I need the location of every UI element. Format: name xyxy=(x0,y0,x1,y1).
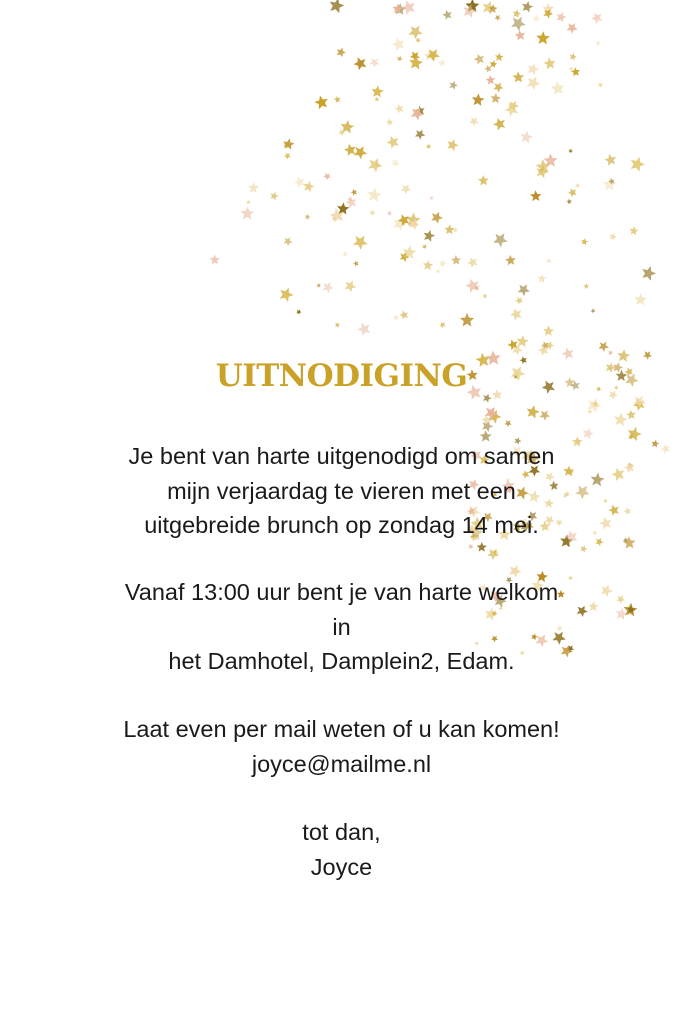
star-icon xyxy=(583,428,594,440)
star-icon xyxy=(426,144,431,150)
star-icon xyxy=(515,297,523,305)
star-icon xyxy=(608,350,613,355)
star-icon xyxy=(495,15,501,21)
text-line: Laat even per mail weten of u kan komen! xyxy=(123,716,560,742)
rsvp-paragraph xyxy=(0,712,683,781)
star-icon xyxy=(569,66,574,71)
star-icon xyxy=(469,117,479,126)
star-icon xyxy=(540,410,551,420)
star-icon xyxy=(357,323,370,336)
star-icon xyxy=(588,409,593,414)
star-icon xyxy=(395,104,404,114)
star-icon xyxy=(438,59,446,67)
text-line: het Damhotel, Damplein2, Edam. xyxy=(168,648,515,674)
closing-paragraph xyxy=(0,815,683,884)
star-icon xyxy=(493,118,505,131)
star-icon xyxy=(401,0,415,15)
star-icon xyxy=(603,177,617,191)
star-icon xyxy=(642,266,656,281)
star-icon xyxy=(581,238,588,245)
star-icon xyxy=(323,282,334,293)
star-icon xyxy=(323,173,331,181)
star-icon xyxy=(374,97,379,102)
signature-name: Joyce xyxy=(310,853,373,880)
star-icon xyxy=(294,177,305,188)
star-icon xyxy=(415,38,421,44)
star-icon xyxy=(431,212,443,224)
star-icon xyxy=(477,542,487,552)
star-icon xyxy=(444,224,454,234)
invitation-title: UITNODIGING xyxy=(215,358,468,394)
star-icon xyxy=(493,233,508,247)
star-icon xyxy=(397,56,403,62)
star-icon xyxy=(626,410,636,420)
star-icon xyxy=(330,0,345,13)
star-icon xyxy=(304,181,315,192)
star-icon xyxy=(354,146,367,159)
star-icon xyxy=(536,31,550,44)
star-icon xyxy=(527,405,540,418)
star-icon xyxy=(370,210,376,216)
star-icon xyxy=(296,309,301,314)
star-icon xyxy=(401,184,411,194)
star-icon xyxy=(530,190,541,201)
star-icon xyxy=(517,335,529,347)
star-icon xyxy=(284,153,291,160)
star-icon xyxy=(439,322,446,329)
star-icon xyxy=(568,149,573,154)
star-icon xyxy=(634,293,647,305)
star-icon xyxy=(467,257,477,268)
star-icon xyxy=(439,260,447,268)
star-icon xyxy=(316,283,321,288)
star-icon xyxy=(435,269,440,274)
star-icon xyxy=(544,57,556,69)
star-icon xyxy=(483,394,492,403)
closing-line: tot dan, xyxy=(302,819,381,845)
star-icon xyxy=(280,288,294,302)
text-line: uitgebreide brunch op zondag 14 mei. xyxy=(144,512,539,538)
text-line: Vanaf 13:00 uur bent je van harte welkom xyxy=(124,579,559,605)
star-icon xyxy=(527,77,541,91)
star-icon xyxy=(575,183,581,189)
star-icon xyxy=(557,12,567,22)
star-icon xyxy=(450,81,459,90)
star-icon xyxy=(415,130,425,140)
star-icon xyxy=(543,325,554,336)
star-icon xyxy=(315,96,328,110)
star-icon xyxy=(353,236,368,250)
star-icon xyxy=(351,189,357,196)
star-icon xyxy=(460,313,474,327)
star-icon xyxy=(409,56,423,70)
star-icon xyxy=(472,93,485,106)
star-icon xyxy=(631,157,645,172)
star-icon xyxy=(447,139,458,151)
star-icon xyxy=(474,54,484,65)
star-icon xyxy=(387,211,392,217)
star-icon xyxy=(387,136,399,149)
star-icon xyxy=(591,309,596,314)
star-icon xyxy=(591,13,603,25)
star-icon xyxy=(522,1,533,13)
star-icon xyxy=(511,17,526,32)
star-icon xyxy=(399,310,408,319)
star-icon xyxy=(514,30,525,41)
star-icon xyxy=(353,261,359,267)
star-icon xyxy=(424,230,436,242)
star-icon xyxy=(368,158,382,172)
star-icon xyxy=(392,38,405,51)
star-icon xyxy=(335,322,340,327)
star-icon xyxy=(248,182,259,193)
star-icon xyxy=(512,345,523,356)
star-icon xyxy=(520,131,533,144)
star-icon xyxy=(538,274,547,283)
star-icon xyxy=(491,93,502,103)
star-icon xyxy=(518,284,530,296)
star-icon xyxy=(546,258,552,264)
star-icon xyxy=(567,23,578,34)
star-icon xyxy=(408,26,422,40)
text-line: Je bent van harte uitgenodigd om samen xyxy=(128,443,555,469)
star-icon xyxy=(393,315,399,321)
star-icon xyxy=(609,233,616,241)
star-icon xyxy=(468,544,474,550)
star-icon xyxy=(429,196,434,201)
star-icon xyxy=(486,75,496,85)
text-line: in xyxy=(332,613,351,640)
star-icon xyxy=(354,57,367,70)
star-icon xyxy=(528,63,539,75)
rsvp-email: joyce@mailme.nl xyxy=(251,750,432,777)
star-icon xyxy=(504,420,511,427)
star-icon xyxy=(386,118,393,125)
star-icon xyxy=(345,281,357,293)
star-icon xyxy=(391,159,400,168)
star-icon xyxy=(371,85,383,97)
star-icon xyxy=(451,255,461,265)
star-icon xyxy=(241,206,255,219)
star-icon xyxy=(614,413,628,427)
text-line: mijn verjaardag te vieren met een xyxy=(167,477,516,504)
star-icon xyxy=(370,58,380,67)
star-icon xyxy=(598,342,609,352)
star-icon xyxy=(270,192,279,201)
star-icon xyxy=(551,81,565,95)
star-icon xyxy=(512,71,524,82)
star-icon xyxy=(452,227,458,233)
star-icon xyxy=(334,96,341,103)
star-icon xyxy=(210,255,220,265)
star-icon xyxy=(423,260,433,270)
star-icon xyxy=(337,48,346,58)
star-icon xyxy=(284,237,293,246)
star-icon xyxy=(584,283,590,289)
star-icon xyxy=(630,226,639,235)
time-location-paragraph xyxy=(0,575,683,679)
star-icon xyxy=(570,53,577,61)
star-icon xyxy=(533,15,541,23)
star-icon xyxy=(493,83,503,93)
star-icon xyxy=(344,144,356,156)
star-icon xyxy=(505,255,516,266)
star-icon xyxy=(596,40,602,46)
star-icon xyxy=(510,309,522,321)
star-icon xyxy=(513,9,521,18)
star-icon xyxy=(598,82,604,87)
star-icon xyxy=(482,293,487,298)
star-icon xyxy=(342,251,348,257)
star-icon xyxy=(422,244,427,249)
star-icon xyxy=(633,396,646,409)
star-icon xyxy=(568,188,577,197)
star-icon xyxy=(478,175,489,186)
star-icon xyxy=(246,200,251,205)
star-icon xyxy=(367,188,381,202)
star-icon xyxy=(465,279,478,293)
invitation-text-paragraph xyxy=(0,439,683,543)
star-icon xyxy=(604,154,616,166)
star-icon xyxy=(566,199,572,205)
star-icon xyxy=(580,545,587,552)
star-icon xyxy=(442,10,452,20)
star-icon xyxy=(495,53,504,62)
star-icon xyxy=(305,214,311,220)
